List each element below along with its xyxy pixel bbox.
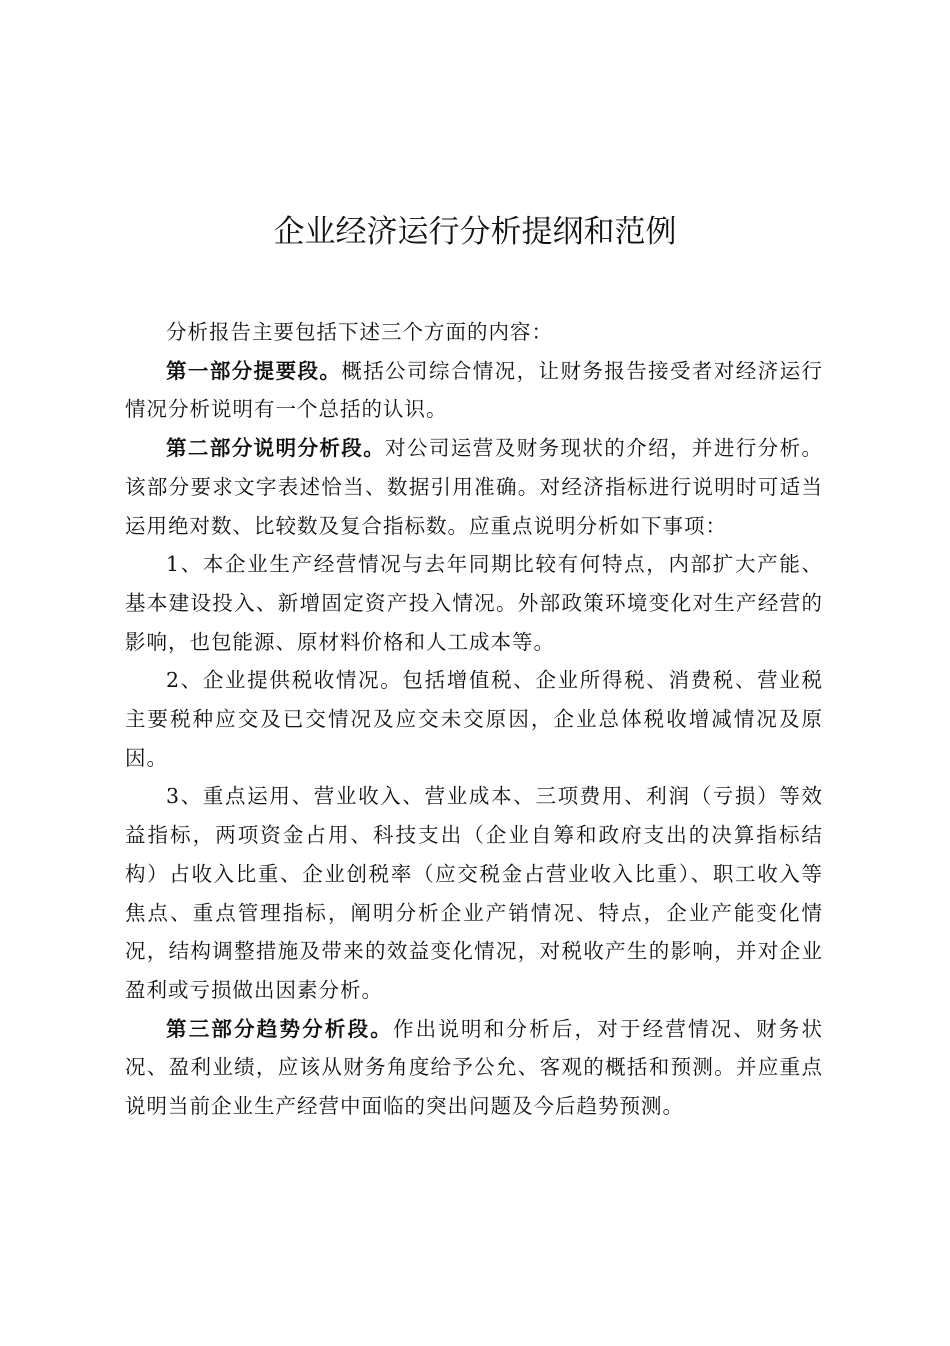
part2-text: 对公司运营及财务现状的介绍，并进行分析。该部分要求文字表述恰当、数据引用准确。对经济指标进行说明时可适当运用绝对数、比较数及复合指标数。应重点说明分析如下事项： <box>125 436 824 538</box>
document-body <box>125 313 823 1126</box>
part2-heading: 第二部分说明分析段。 <box>166 436 386 461</box>
item-3-paragraph: 3、重点运用、营业收入、营业成本、三项费用、利润（亏损）等效益指标，两项资金占用、科技支出（企业自筹和政府支出的决算指标结构）占收入比重、企业创税率（应交税金占营业收入比重）、职工收入等焦点、重点管理指标，阐明分析企业产销情况、特点，企业产能变化情况，结构调整措施及带来的效益变化情况，对税收产生的影响，并对企业盈利或亏损做出因素分析。 <box>125 784 823 1002</box>
part1-paragraph <box>125 352 823 429</box>
item-1-paragraph: 1、本企业生产经营情况与去年同期比较有何特点，内部扩大产能、基本建设投入、新增固定资产投入情况。外部政策环境变化对生产经营的影响，也包能源、原材料价格和人工成本等。 <box>125 552 823 654</box>
part1-heading: 第一部分提要段。 <box>166 358 342 383</box>
part3-heading: 第三部分趋势分析段。 <box>166 1016 393 1041</box>
intro-paragraph <box>125 313 823 352</box>
part1-text: 概括公司综合情况，让财务报告接受者对经济运行情况分析说明有一个总括的认识。 <box>125 358 824 422</box>
document-title: 企业经济运行分析提纲和范例 <box>273 214 677 250</box>
part2-paragraph <box>125 429 823 545</box>
item-2-paragraph: 2、企业提供税收情况。包括增值税、企业所得税、消费税、营业税主要税种应交及已交情况及应交未交原因，企业总体税收增减情况及原因。 <box>125 668 823 770</box>
part3-text: 作出说明和分析后，对于经营情况、财务状况、盈利业绩，应该从财务角度给予公允、客观的概括和预测。并应重点说明当前企业生产经营中面临的突出问题及今后趋势预测。 <box>125 1016 824 1119</box>
part3-paragraph <box>125 1010 823 1126</box>
intro-text: 分析报告主要包括下述三个方面的内容： <box>166 320 553 344</box>
